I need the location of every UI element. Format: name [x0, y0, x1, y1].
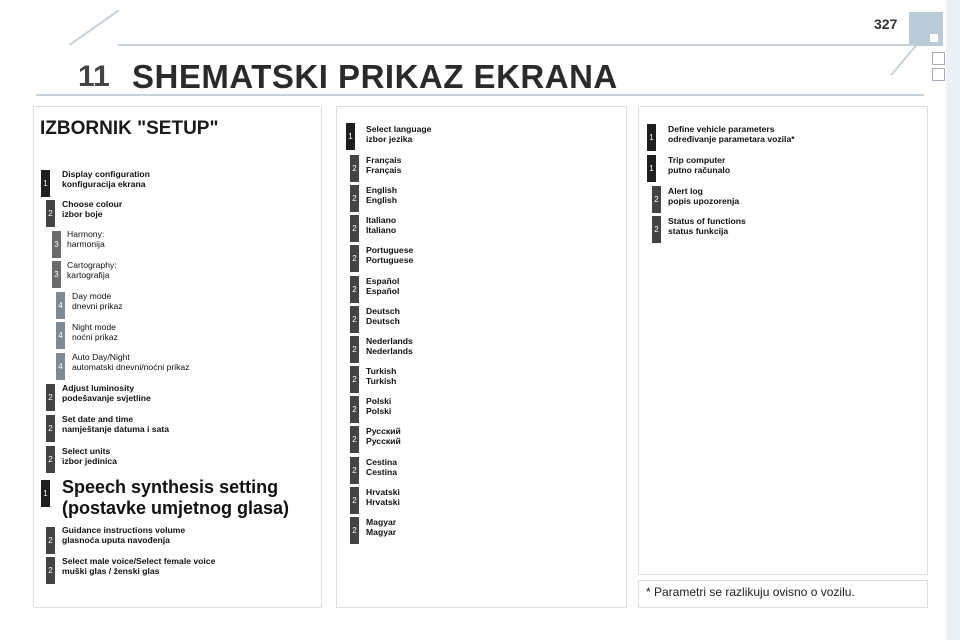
level-badge: 2	[46, 527, 55, 554]
level-badge: 2	[350, 336, 359, 363]
item-label-en: Adjust luminosity	[62, 383, 135, 393]
menu-item	[62, 556, 215, 576]
item-label-hr: Cestina	[366, 467, 398, 477]
menu-item	[366, 396, 391, 416]
item-label-hr: izbor jezika	[366, 134, 413, 144]
menu-item	[366, 245, 413, 265]
item-label-hr: popis upozorenja	[668, 196, 740, 206]
item-label-hr: izbor jedinica	[62, 456, 117, 466]
item-label-hr: konfiguracija ekrana	[62, 179, 146, 189]
item-label-hr: Русский	[366, 436, 401, 446]
chapter-number: 11	[78, 60, 110, 93]
item-label-en: Harmony:	[67, 229, 105, 239]
level-badge: 1	[41, 170, 50, 197]
item-label-en: Select language	[366, 124, 432, 134]
speech-synthesis-heading	[62, 477, 289, 519]
side-margin-strip	[946, 0, 960, 640]
level-badge: 2	[350, 517, 359, 544]
item-label-en: Русский	[366, 426, 401, 436]
level-badge: 2	[46, 415, 55, 442]
menu-item	[62, 169, 150, 189]
menu-item	[366, 517, 396, 537]
level-badge: 2	[350, 487, 359, 514]
level-badge: 2	[652, 216, 661, 243]
item-label-en: Turkish	[366, 366, 397, 376]
item-label-en: Italiano	[366, 215, 397, 225]
menu-item	[72, 322, 118, 342]
item-label-en: Choose colour	[62, 199, 123, 209]
item-label-en: Select units	[62, 446, 111, 456]
level-badge: 2	[46, 200, 55, 227]
level-badge: 2	[350, 426, 359, 453]
level-badge: 1	[346, 123, 355, 150]
item-label-hr: putno računalo	[668, 165, 731, 175]
item-label-en: Alert log	[668, 186, 703, 196]
header-rule	[118, 44, 918, 46]
level-badge: 2	[350, 245, 359, 272]
item-label-en: Night mode	[72, 322, 116, 332]
vehicle-panel	[638, 106, 928, 575]
item-label-en: Cestina	[366, 457, 398, 467]
menu-item	[668, 124, 795, 144]
item-label-en: Display configuration	[62, 169, 150, 179]
item-label-en: Auto Day/Night	[72, 352, 130, 362]
item-label-hr: kartografija	[67, 270, 110, 280]
item-label-hr: English	[366, 195, 398, 205]
menu-item	[72, 291, 123, 311]
item-label-en: Day mode	[72, 291, 112, 301]
menu-item	[62, 383, 151, 403]
header-rule	[69, 10, 119, 46]
item-label-hr: Turkish	[366, 376, 397, 386]
page-corner-tab	[909, 12, 943, 46]
item-label-hr: Portuguese	[366, 255, 414, 265]
level-badge: 2	[350, 155, 359, 182]
level-badge: 1	[41, 480, 50, 507]
item-label-en: Magyar	[366, 517, 397, 527]
item-label-en: Hrvatski	[366, 487, 400, 497]
item-label-hr: (postavke umjetnog glasa)	[62, 498, 290, 518]
menu-item	[366, 185, 397, 205]
level-badge: 4	[56, 292, 65, 319]
item-label-en: Deutsch	[366, 306, 400, 316]
level-badge: 2	[350, 366, 359, 393]
menu-item	[366, 124, 431, 144]
level-badge: 2	[652, 186, 661, 213]
menu-item	[366, 155, 401, 175]
level-badge: 4	[56, 322, 65, 349]
menu-item	[67, 229, 105, 249]
item-label-hr: harmonija	[67, 239, 105, 249]
item-label-hr: Magyar	[366, 527, 397, 537]
item-label-hr: Hrvatski	[366, 497, 400, 507]
item-label-hr: muški glas / ženski glas	[62, 566, 160, 576]
level-badge: 4	[56, 353, 65, 380]
item-label-en: Speech synthesis setting	[62, 477, 279, 497]
level-badge: 3	[52, 261, 61, 288]
item-label-en: Define vehicle parameters	[668, 124, 775, 134]
menu-item	[366, 426, 401, 446]
item-label-hr: Deutsch	[366, 316, 400, 326]
level-badge: 2	[350, 306, 359, 333]
level-badge: 2	[350, 457, 359, 484]
item-label-en: Cartography:	[67, 260, 117, 270]
item-label-en: Set date and time	[62, 414, 134, 424]
header-rule	[890, 44, 917, 76]
item-label-en: Polski	[366, 396, 392, 406]
item-label-hr: Polski	[366, 406, 392, 416]
item-label-en: Nederlands	[366, 336, 413, 346]
item-label-hr: Nederlands	[366, 346, 413, 356]
item-label-hr: dnevni prikaz	[72, 301, 123, 311]
page-number: 327	[874, 16, 898, 32]
level-badge: 2	[46, 557, 55, 584]
level-badge: 1	[647, 124, 656, 151]
menu-item	[62, 525, 185, 545]
page-title: SHEMATSKI PRIKAZ EKRANA	[132, 58, 618, 95]
item-label-hr: određivanje parametara vozila*	[668, 134, 795, 144]
level-badge: 2	[350, 185, 359, 212]
menu-item	[366, 366, 396, 386]
item-label-en: Status of functions	[668, 216, 746, 226]
level-badge: 2	[46, 446, 55, 473]
menu-item	[366, 336, 413, 356]
footnote: * Parametri se razlikuju ovisno o vozilu.	[646, 585, 855, 599]
menu-item	[366, 457, 397, 477]
item-label-hr: podešavanje svjetline	[62, 393, 151, 403]
menu-item	[62, 446, 117, 466]
item-label-en: Español	[366, 276, 400, 286]
menu-item	[366, 215, 396, 235]
bookmark-square	[932, 68, 945, 81]
item-label-en: Guidance instructions volume	[62, 525, 186, 535]
level-badge: 1	[647, 155, 656, 182]
menu-item	[366, 276, 399, 296]
menu-item	[668, 216, 746, 236]
menu-item	[72, 352, 190, 372]
item-label-hr: namještanje datuma i sata	[62, 424, 169, 434]
bookmark-square	[932, 52, 945, 65]
menu-item	[67, 260, 117, 280]
level-badge: 3	[52, 231, 61, 258]
item-label-hr: automatski dnevni/noćni prikaz	[72, 362, 190, 372]
menu-item	[62, 414, 169, 434]
level-badge: 2	[350, 396, 359, 423]
menu-item	[668, 186, 739, 206]
item-label-hr: Italiano	[366, 225, 397, 235]
menu-item	[366, 487, 400, 507]
item-label-en: Français	[366, 155, 402, 165]
level-badge: 2	[350, 215, 359, 242]
item-label-en: Select male voice/Select female voice	[62, 556, 216, 566]
menu-item	[366, 306, 400, 326]
item-label-hr: noćni prikaz	[72, 332, 118, 342]
item-label-hr: izbor boje	[62, 209, 103, 219]
level-badge: 2	[46, 384, 55, 411]
item-label-en: Portuguese	[366, 245, 414, 255]
item-label-hr: status funkcija	[668, 226, 729, 236]
item-label-en: English	[366, 185, 398, 195]
item-label-hr: Español	[366, 286, 400, 296]
menu-item	[668, 155, 730, 175]
setup-menu-title: IZBORNIK "SETUP"	[40, 118, 219, 139]
item-label-en: Trip computer	[668, 155, 726, 165]
item-label-hr: glasnoća uputa navođenja	[62, 535, 170, 545]
menu-item	[62, 199, 122, 219]
item-label-hr: Français	[366, 165, 402, 175]
level-badge: 2	[350, 276, 359, 303]
